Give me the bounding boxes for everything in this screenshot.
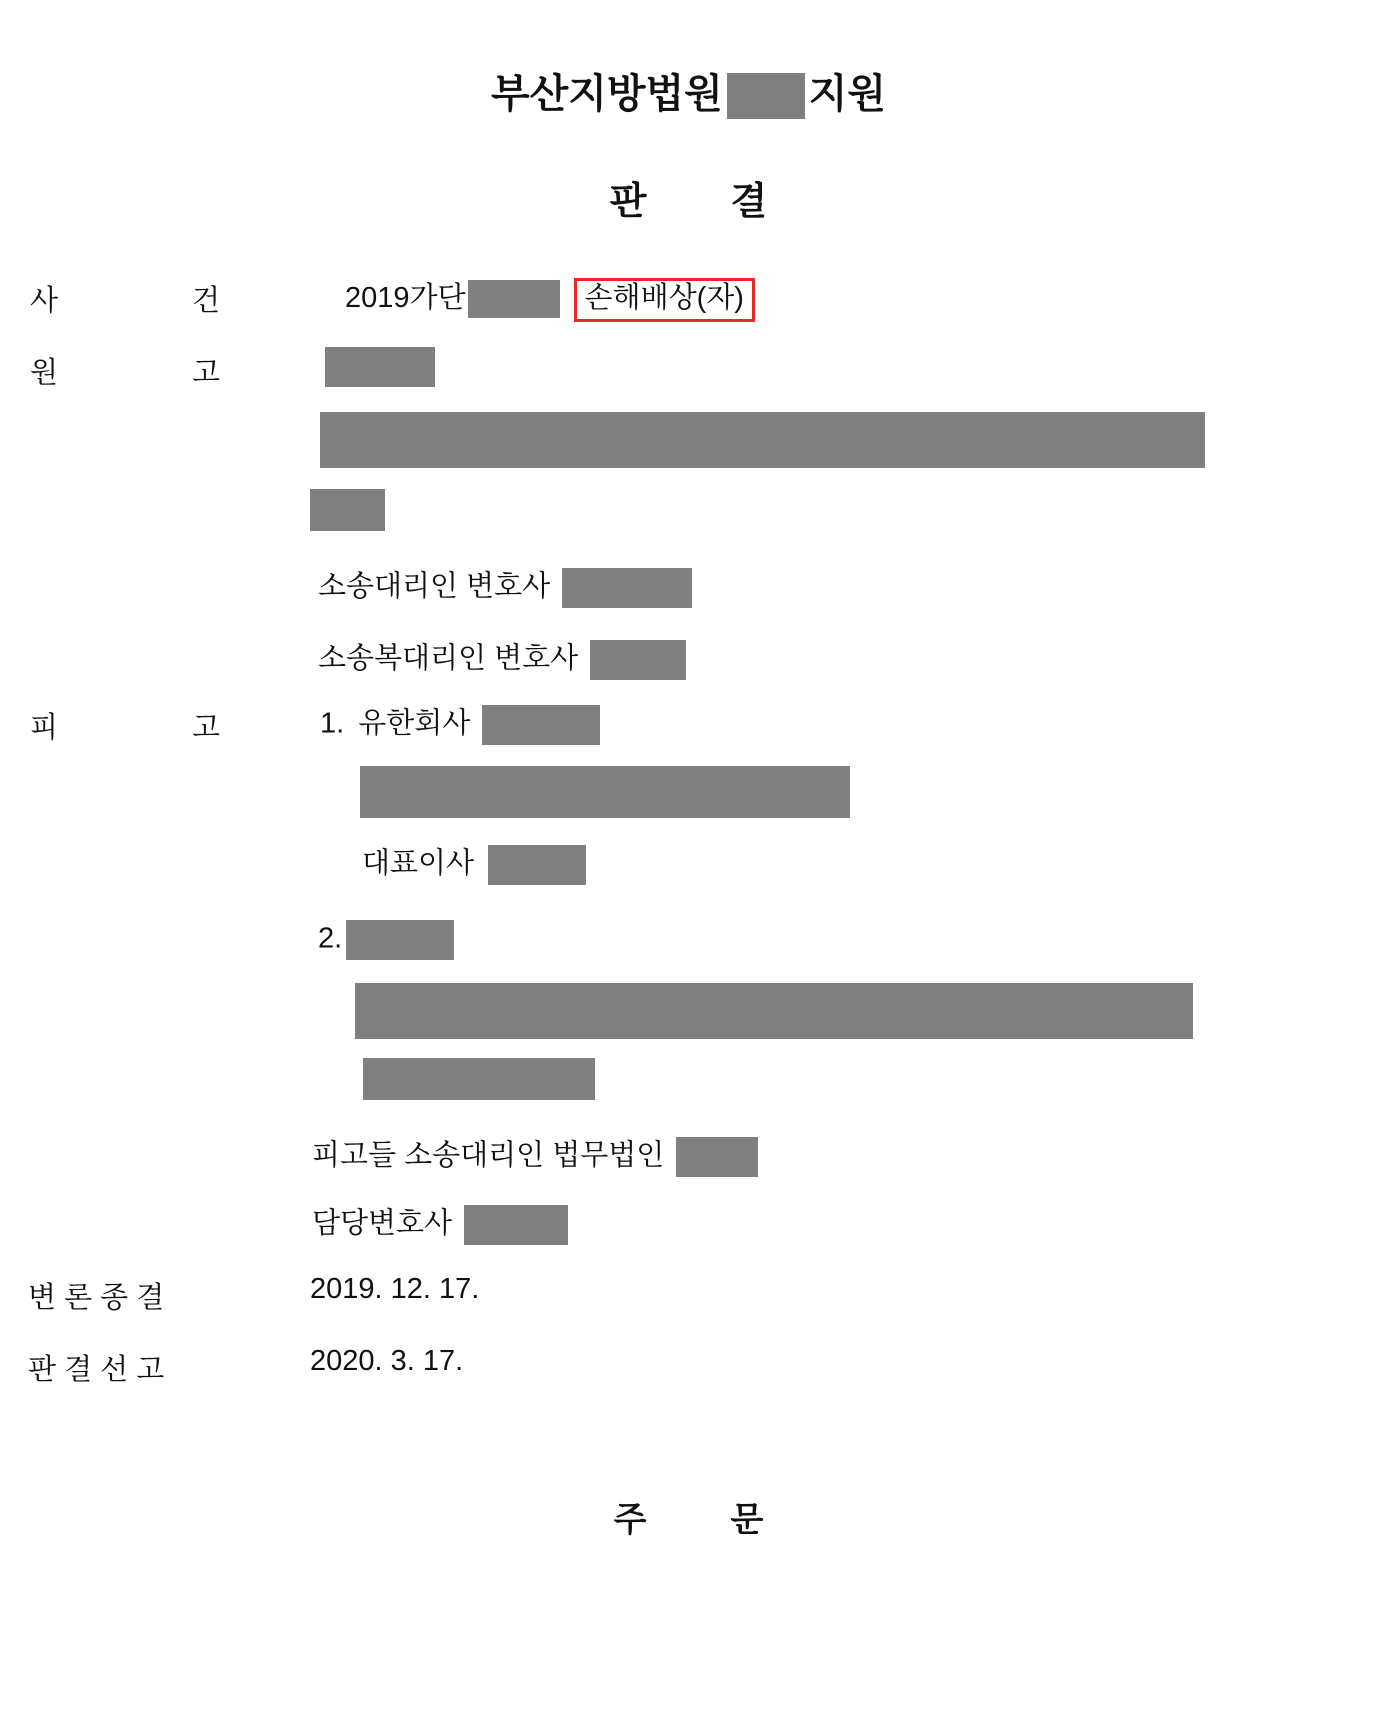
field-label-closing-arguments: 변 론 종 결 bbox=[28, 1282, 165, 1314]
redaction-defendant-2-name bbox=[346, 920, 454, 960]
page-title bbox=[0, 170, 1377, 225]
defendants-attorney-row bbox=[312, 1137, 758, 1177]
field-label-plaintiff-char-2: 고 bbox=[191, 357, 220, 389]
defendant-1-row bbox=[320, 705, 600, 745]
defendant-2-number: 2. bbox=[318, 922, 343, 955]
section-title-char-2: 문 bbox=[730, 1501, 764, 1539]
case-number-value bbox=[345, 278, 755, 322]
plaintiff-attorney-row bbox=[318, 568, 692, 608]
section-title-char-1: 주 bbox=[613, 1501, 647, 1539]
closing-arguments-date: 2019. 12. 17. bbox=[310, 1273, 480, 1305]
section-title-order bbox=[0, 1492, 1377, 1541]
sentencing-date: 2020. 3. 17. bbox=[310, 1345, 464, 1377]
court-title-suffix: 지원 bbox=[808, 72, 887, 116]
field-label-defendant bbox=[30, 705, 220, 746]
defendants-attorney-in-charge-row bbox=[312, 1205, 568, 1245]
defendant-1-type: 유한회사 bbox=[358, 707, 471, 740]
case-number-text: 2019가단 bbox=[345, 282, 466, 314]
redaction-attorney-in-charge-name bbox=[464, 1205, 568, 1245]
redaction-plaintiff-sub-attorney-name bbox=[590, 640, 686, 680]
field-label-sentencing: 판 결 선 고 bbox=[28, 1354, 165, 1386]
redaction-defendant-1-name bbox=[482, 705, 600, 745]
field-label-plaintiff bbox=[30, 350, 220, 391]
court-title-prefix: 부산지방법원 bbox=[490, 72, 723, 116]
defendant-1-rep-label: 대표이사 bbox=[362, 847, 475, 880]
redaction-defendant-1-rep-name bbox=[488, 845, 586, 885]
defendant-2-row bbox=[318, 920, 454, 960]
redaction-court-branch bbox=[727, 73, 805, 119]
plaintiff-sub-attorney-row bbox=[318, 640, 686, 680]
field-label-defendant-char-1: 피 bbox=[30, 712, 59, 744]
case-type-badge: 손해배상(자) bbox=[574, 278, 755, 322]
redaction-plaintiff-address bbox=[320, 412, 1205, 468]
field-label-defendant-char-2: 고 bbox=[191, 712, 220, 744]
plaintiff-sub-attorney-label: 소송복대리인 변호사 bbox=[318, 642, 579, 675]
redaction-defendant-2-extra bbox=[363, 1058, 595, 1100]
redaction-defendants-attorney-name bbox=[676, 1137, 758, 1177]
defendants-attorney-in-charge-label: 담당변호사 bbox=[312, 1207, 453, 1240]
court-title bbox=[0, 62, 1377, 119]
field-label-case-char-1: 사 bbox=[30, 285, 59, 317]
doc-title-char-1: 판 bbox=[609, 181, 647, 223]
redaction-defendant-1-address bbox=[360, 766, 850, 818]
defendant-1-number: 1. bbox=[320, 707, 345, 740]
redaction-plaintiff-name bbox=[325, 347, 435, 387]
plaintiff-attorney-label: 소송대리인 변호사 bbox=[318, 570, 551, 603]
redaction-case-number bbox=[468, 280, 560, 318]
field-label-plaintiff-char-1: 원 bbox=[30, 357, 59, 389]
defendants-attorney-label: 피고들 소송대리인 법무법인 bbox=[312, 1139, 665, 1172]
redaction-plaintiff-extra bbox=[310, 489, 385, 531]
doc-title-char-2: 결 bbox=[730, 181, 768, 223]
field-label-case bbox=[30, 278, 220, 319]
defendant-1-representative-row bbox=[362, 845, 586, 885]
field-label-case-char-2: 건 bbox=[191, 285, 220, 317]
redaction-defendant-2-address bbox=[355, 983, 1193, 1039]
redaction-plaintiff-attorney-name bbox=[562, 568, 692, 608]
